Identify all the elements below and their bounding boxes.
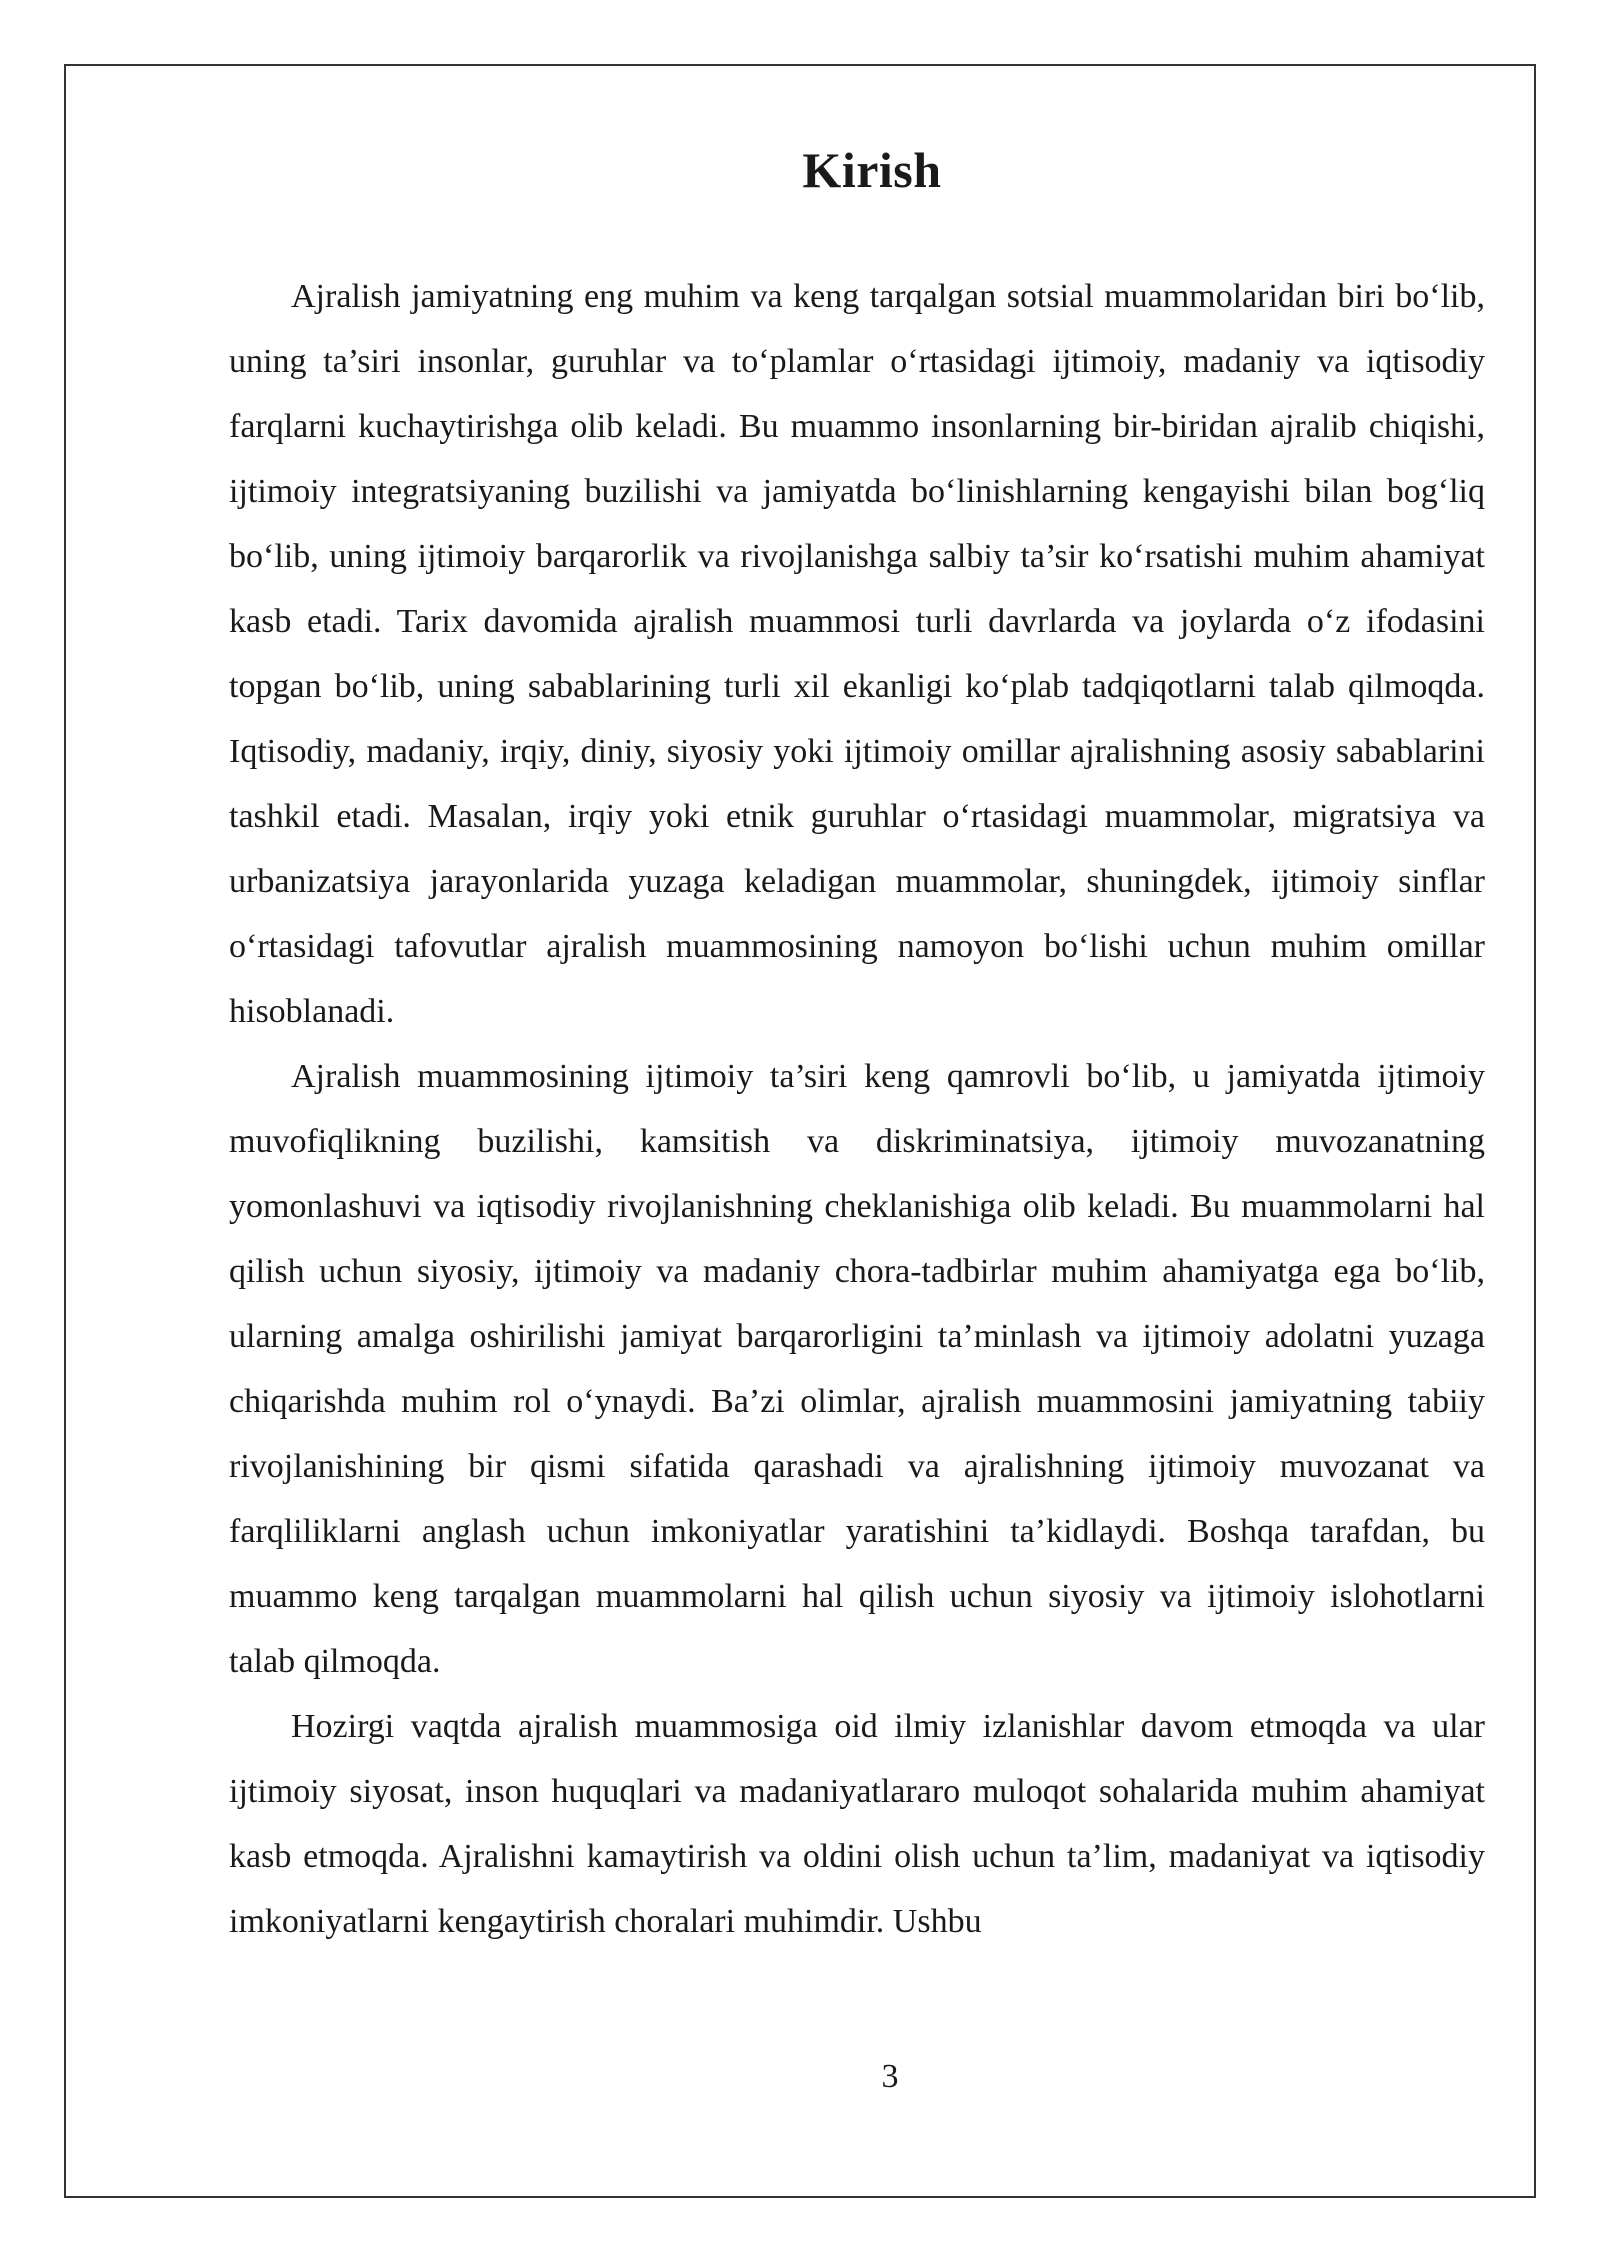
paragraph-2: Ajralish muammosining ijtimoiy ta’siri keng qamrovli bo‘lib, u jamiyatda ijtimoiy muvofiqlikning buzilishi, kamsitish va diskriminatsiya, ijtimoiy muvozanatning yomonlashuvi va iqtisodiy rivojlanishning cheklanishiga olib keladi. Bu muammolarni hal qilish uchun siyosiy, ijtimoiy va madaniy chora-tadbirlar muhim ahamiyatga ega bo‘lib, ularning amalga oshirilishi jamiyat barqarorligini ta’minlash va ijtimoiy adolatni yuzaga chiqarishda muhim rol o‘ynaydi. Ba’zi olimlar, ajralish muammosini jamiyatning tabiiy rivojlanishining bir qismi sifatida qarashadi va ajralishning ijtimoiy muvozanat va farqliliklarni anglash uchun imkoniyatlar yaratishini ta’kidlaydi. Boshqa tarafdan, bu muammo keng tarqalgan muammolarni hal qilish uchun siyosiy va ijtimoiy islohotlarni talab qilmoqda. — [229, 1058, 1485, 1680]
paragraph-3: Hozirgi vaqtda ajralish muammosiga oid ilmiy izlanishlar davom etmoqda va ular ijtimoiy siyosat, inson huquqlari va madaniyatlararo muloqot sohalarida muhim ahamiyat kasb etmoqda. Ajralishni kamaytirish va oldini olish uchun ta’lim, madaniyat va iqtisodiy imkoniyatlarni kengaytirish choralari muhimdir. Ushbu — [229, 1708, 1485, 1940]
page-title: Kirish — [802, 142, 942, 198]
paragraph-1: Ajralish jamiyatning eng muhim va keng tarqalgan sotsial muammolaridan biri bo‘lib, uning ta’siri insonlar, guruhlar va to‘plamlar o‘rtasidagi ijtimoiy, madaniy va iqtisodiy farqlarni kuchaytirishga olib keladi. Bu muammo insonlarning bir-biridan ajralib chiqishi, ijtimoiy integratsiyaning buzilishi va jamiyatda bo‘linishlarning kengayishi bilan bog‘liq bo‘lib, uning ijtimoiy barqarorlik va rivojlanishga salbiy ta’sir ko‘rsatishi muhim ahamiyat kasb etadi. Tarix davomida ajralish muammosi turli davrlarda va joylarda o‘z ifodasini topgan bo‘lib, uning sabablarining turli xil ekanligi ko‘plab tadqiqotlarni talab qilmoqda. Iqtisodiy, madaniy, irqiy, diniy, siyosiy yoki ijtimoiy omillar ajralishning asosiy sabablarini tashkil etadi. Masalan, irqiy yoki etnik guruhlar o‘rtasidagi muammolar, migratsiya va urbanizatsiya jarayonlarida yuzaga keladigan muammolar, shuningdek, ijtimoiy sinflar o‘rtasidagi tafovutlar ajralish muammosining namoyon bo‘lishi uchun muhim omillar hisoblanadi. — [229, 278, 1485, 1030]
page-number: 3 — [881, 2058, 899, 2095]
page-content — [229, 140, 1485, 1954]
